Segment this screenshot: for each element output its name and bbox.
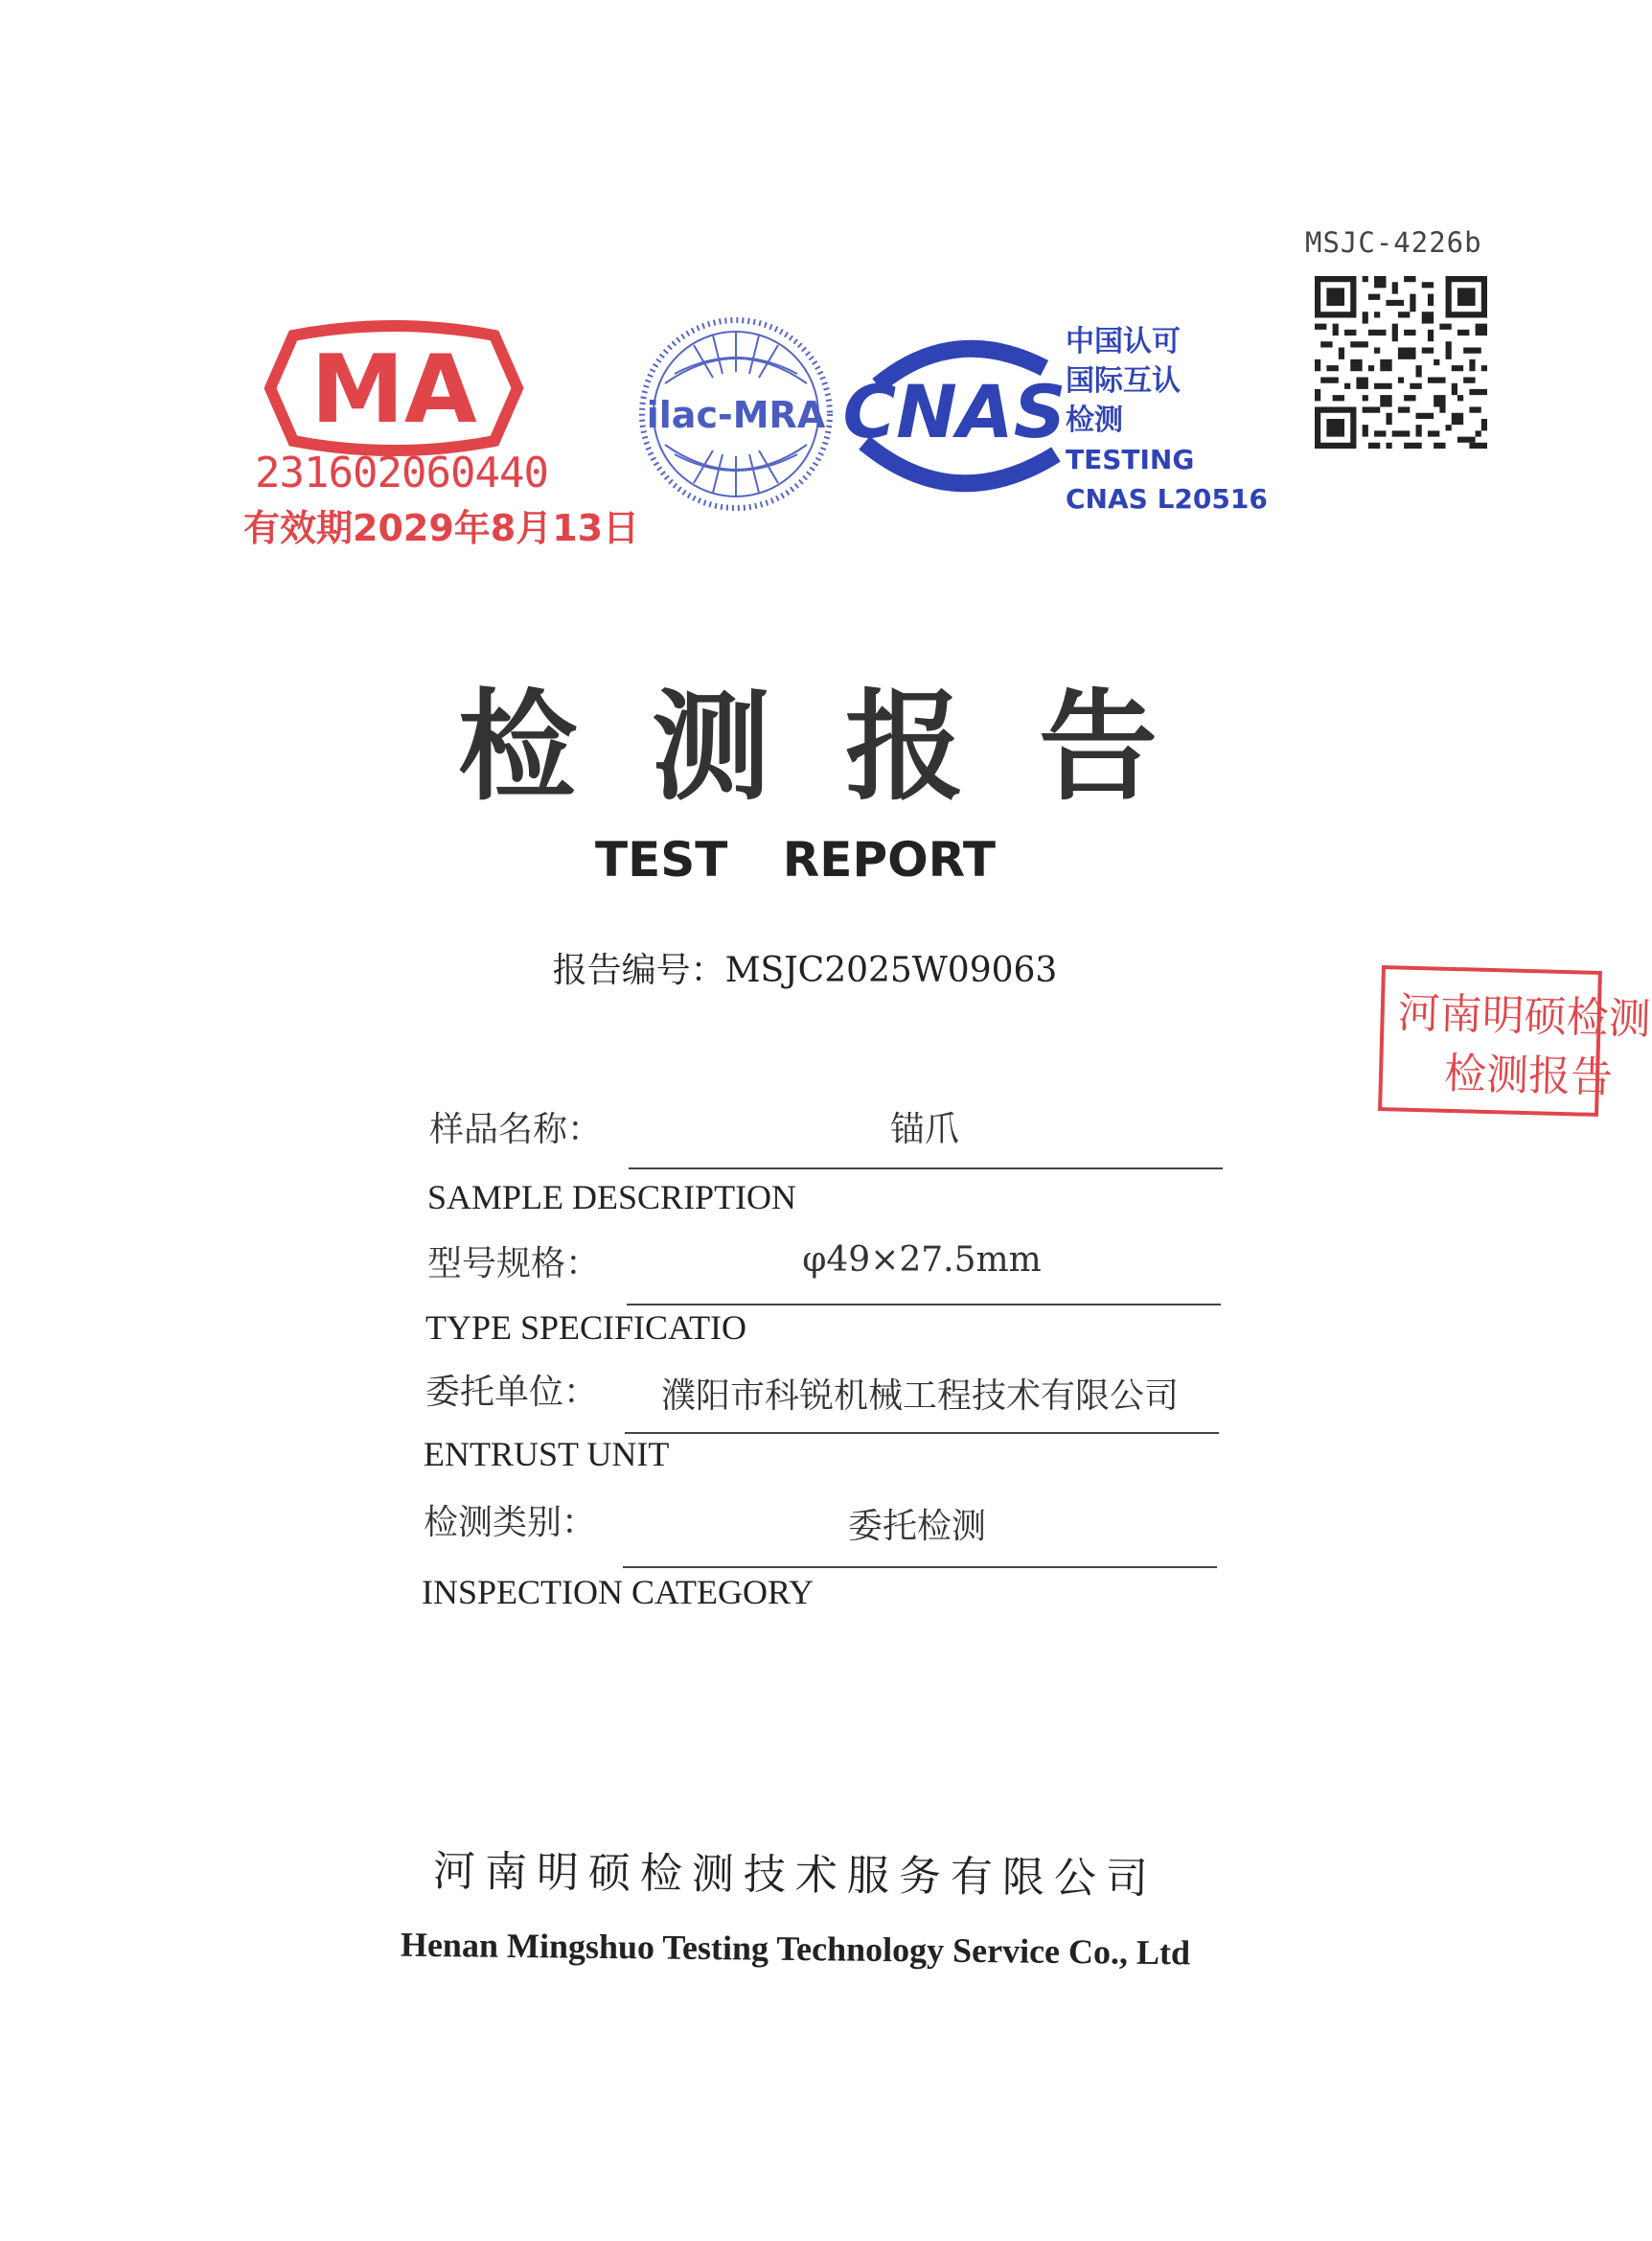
field-label-sample-name: 样品名称： — [429, 1110, 603, 1149]
field-value-sample-name: 锚爪 — [889, 1110, 959, 1149]
cnas-line-2: 国际互认 — [1066, 364, 1181, 398]
svg-text:CNAS: CNAS — [842, 369, 1067, 454]
report-number — [537, 943, 1073, 992]
ilac-mra-seal — [636, 314, 836, 514]
qr-code — [1315, 276, 1487, 449]
cnas-accreditation-text — [1066, 322, 1268, 519]
field-en-entrust-unit: ENTRUST UNIT — [424, 1435, 670, 1473]
svg-text:MA: MA — [310, 335, 477, 445]
ma-validity-date: 有效期2029年8月13日 — [243, 507, 640, 549]
ma-certification-logo — [266, 322, 521, 454]
report-title-chinese: 检测报告 — [458, 678, 1233, 817]
field-label-inspection-category: 检测类别： — [424, 1503, 597, 1542]
field-en-type-specification: TYPE SPECIFICATIO — [425, 1308, 747, 1347]
field-underline — [627, 1304, 1221, 1305]
company-name-english: Henan Mingshuo Testing Technology Service Co., Ltd — [400, 1925, 1191, 1973]
cnas-line-1: 中国认可 — [1066, 325, 1181, 358]
cnas-accreditation-number: CNAS L20516 — [1066, 483, 1268, 515]
field-underline — [623, 1566, 1217, 1568]
stamp-line-1: 河南明硕检测 — [1397, 988, 1652, 1045]
report-title-english: TEST REPORT — [595, 832, 996, 888]
document-code: MSJC-4226b — [1305, 226, 1482, 259]
ma-certificate-number: 231602060440 — [255, 449, 548, 497]
report-number-value: MSJC2025W09063 — [724, 951, 1058, 990]
field-en-sample-description: SAMPLE DESCRIPTION — [427, 1178, 797, 1216]
stamp-line-2: 检测报告 — [1443, 1049, 1614, 1103]
company-seal-stamp — [1378, 965, 1652, 1117]
field-label-entrust-unit: 委托单位： — [425, 1373, 599, 1412]
svg-text:ilac-MRA: ilac-MRA — [646, 394, 826, 436]
field-underline — [625, 1432, 1219, 1434]
field-value-entrust-unit: 濮阳市科锐机械工程技术有限公司 — [660, 1376, 1179, 1416]
field-value-inspection-category: 委托检测 — [847, 1507, 986, 1546]
company-name-chinese: 河南明硕检测技术服务有限公司 — [432, 1847, 1159, 1904]
field-en-inspection-category: INSPECTION CATEGORY — [422, 1573, 815, 1611]
report-number-label: 报告编号： — [552, 951, 725, 990]
field-label-type-spec: 型号规格： — [427, 1244, 601, 1283]
cnas-logo — [839, 330, 1069, 498]
field-underline — [629, 1167, 1223, 1169]
cnas-line-4: TESTING — [1066, 444, 1195, 475]
cnas-line-3: 检测 — [1066, 404, 1123, 437]
field-value-type-spec: φ49×27.5mm — [802, 1240, 1042, 1280]
